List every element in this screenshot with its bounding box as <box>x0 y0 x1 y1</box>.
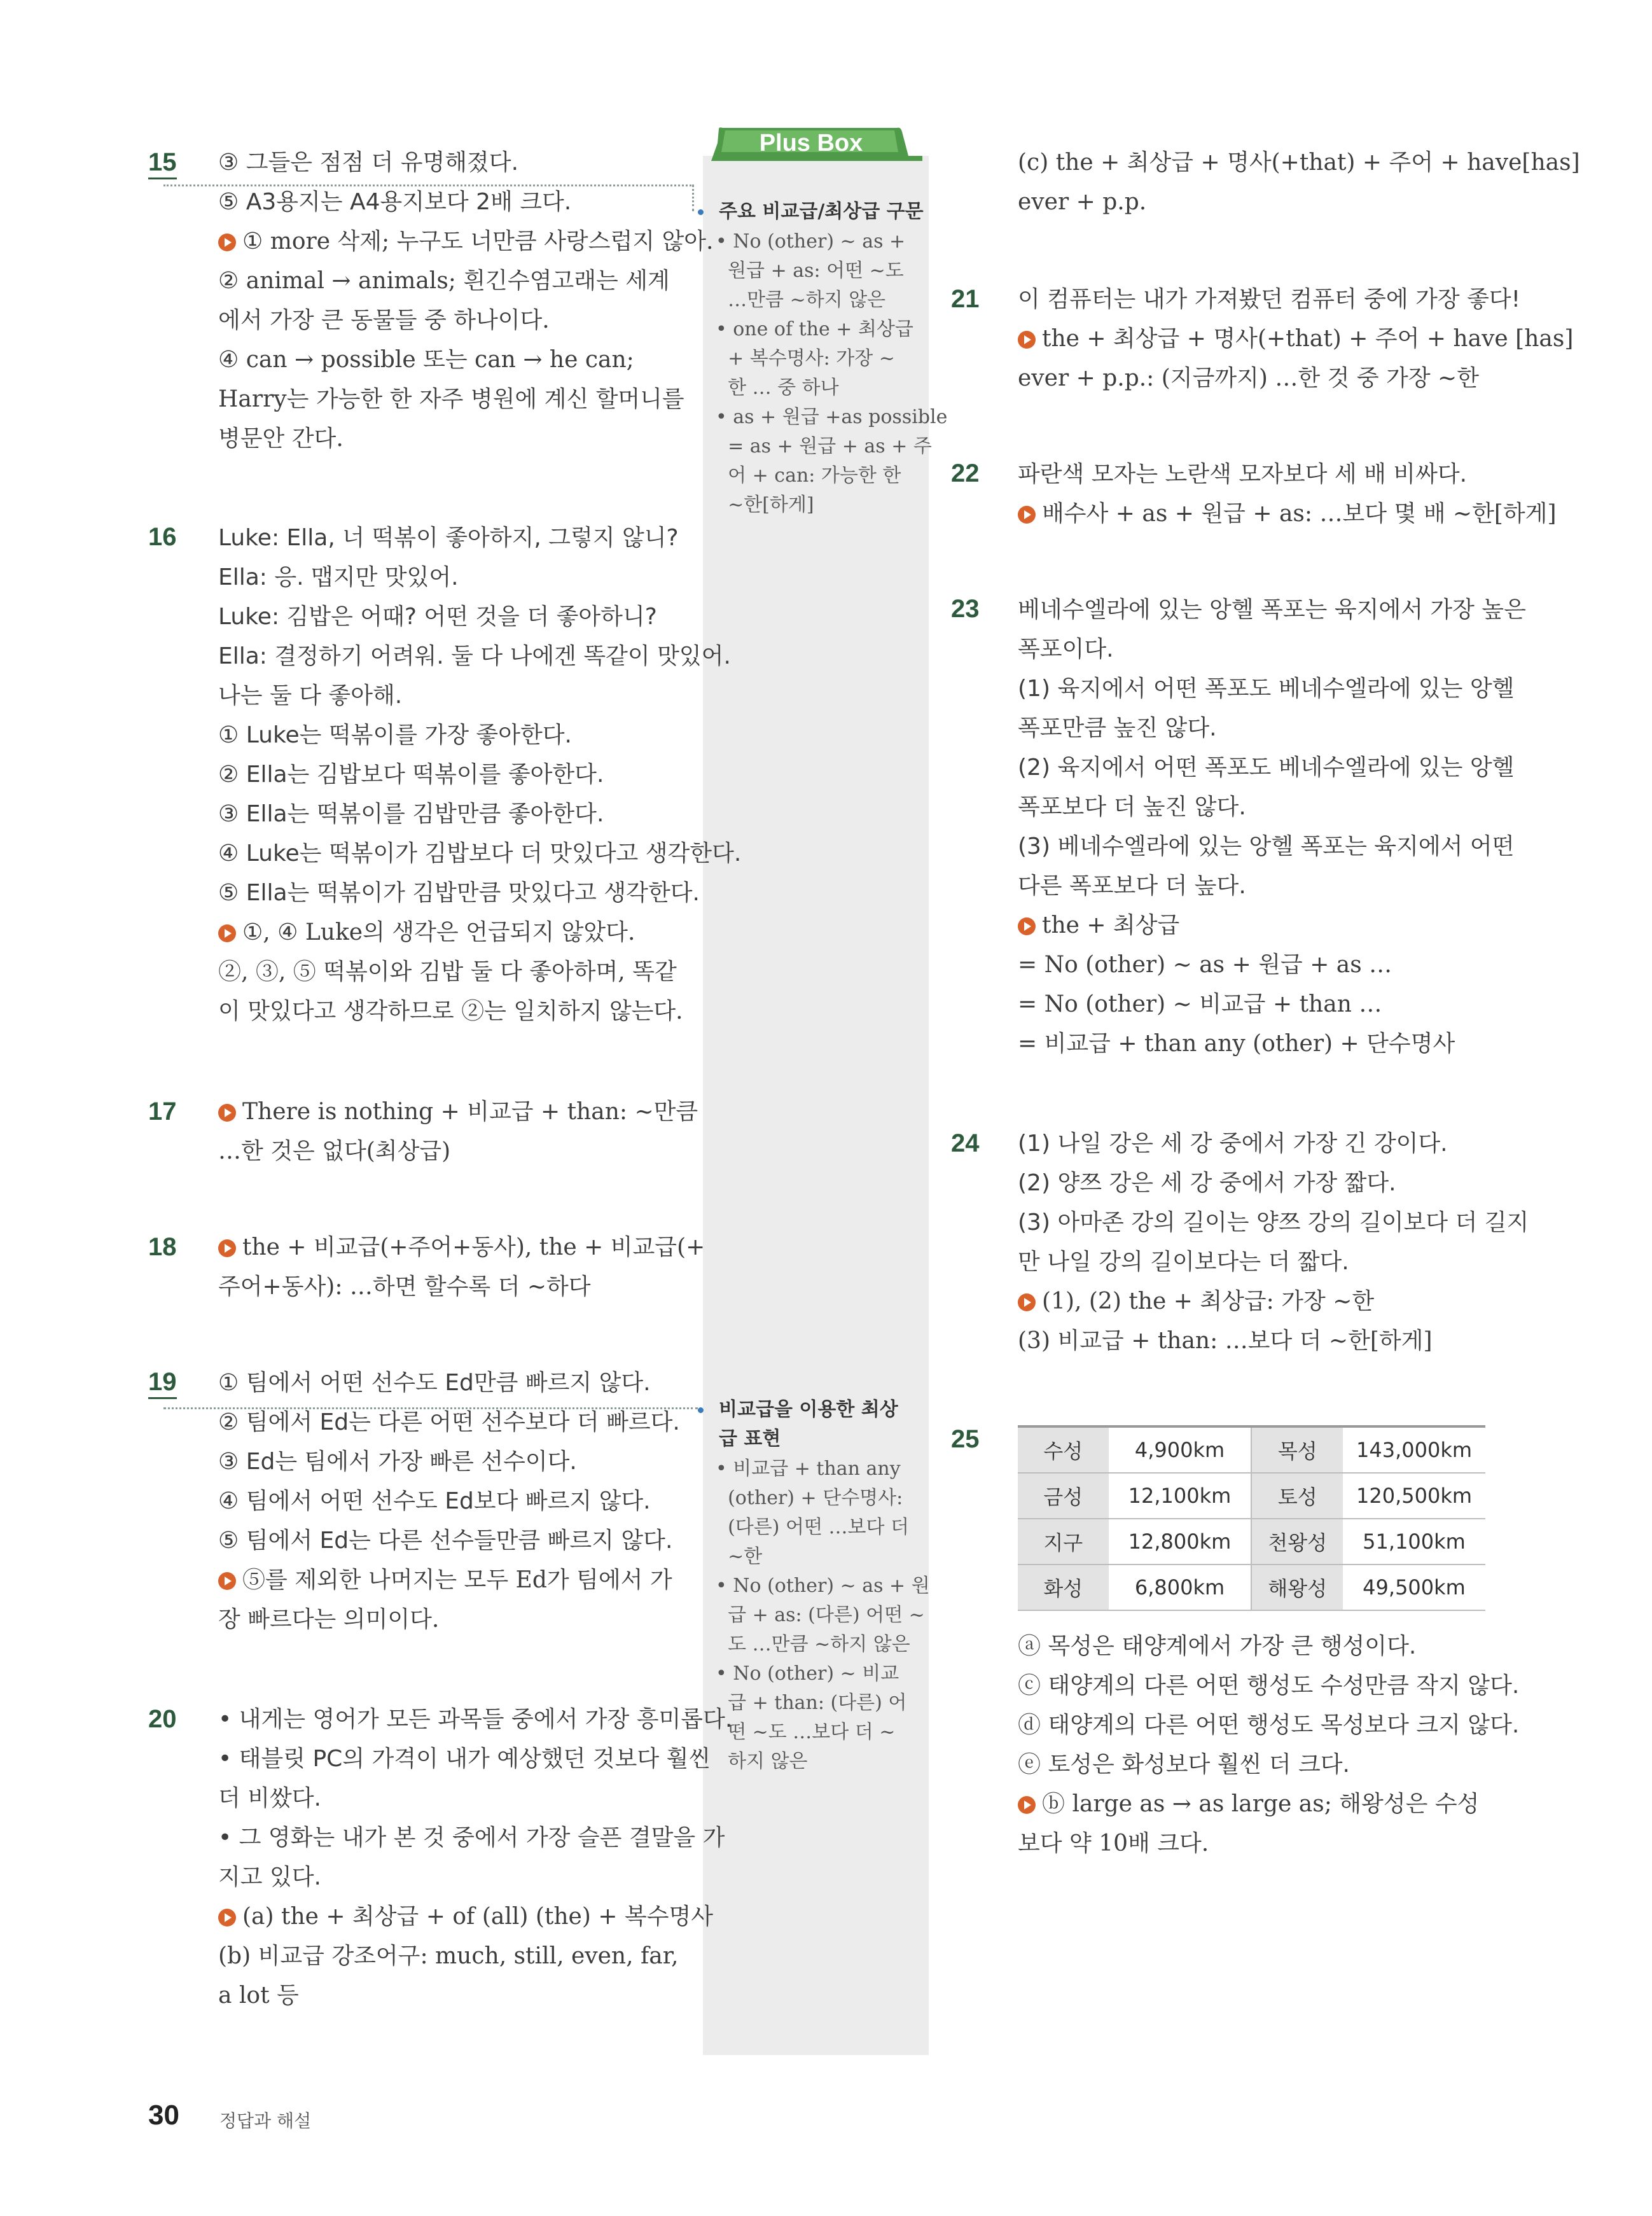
dialogue-line: Luke: Ella, 너 떡볶이 좋아하지, 그렇지 않니? <box>218 525 679 551</box>
explanation-line: (1), (2) the + 최상급: 가장 ~한 <box>1018 1282 1529 1321</box>
plus-box-line: + 복수명사: 가장 ~ <box>716 347 895 370</box>
question-number: 23 <box>951 595 980 623</box>
answer-line: ③ 그들은 점점 더 유명해졌다. <box>218 150 519 176</box>
planet-diameter-table <box>1018 1425 1485 1611</box>
page-number: 30 <box>148 2100 179 2131</box>
answer-23 <box>1018 590 1526 1064</box>
answer-line: ① Luke는 떡볶이를 가장 좋아한다. <box>218 722 572 748</box>
table-cell: 지구 <box>1018 1519 1109 1564</box>
answer-line: 지고 있다. <box>218 1864 321 1890</box>
plus-box-heading-1: 주요 비교급/최상급 구문 <box>719 200 924 223</box>
answer-line: 더 비쌌다. <box>218 1785 321 1811</box>
answer-line: (3) 아마존 강의 길이는 양쯔 강의 길이보다 더 길지 <box>1018 1209 1529 1236</box>
explanation-line: = No (other) ~ 비교급 + than … <box>1018 991 1382 1017</box>
plus-box-line: 급 + than: (다른) 어 <box>716 1692 907 1714</box>
question-number: 16 <box>148 523 177 551</box>
answer-line: 다른 폭포보다 더 높다. <box>1018 873 1246 899</box>
question-number: 25 <box>951 1425 980 1453</box>
plus-box-line: 하지 않은 <box>716 1750 808 1773</box>
answer-line: • 태블릿 PC의 가격이 내가 예상했던 것보다 훨씬 <box>218 1746 711 1772</box>
plus-box-line: (다른) 어떤 …보다 더 <box>716 1516 909 1538</box>
plus-box-line: …만큼 ~하지 않은 <box>716 289 886 311</box>
table-cell: 목성 <box>1251 1426 1343 1473</box>
answer-line: ④ 팀에서 어떤 선수도 Ed보다 빠르지 않다. <box>218 1488 651 1514</box>
answer-18 <box>218 1228 705 1307</box>
answer-line: • 내게는 영어가 모든 과목들 중에서 가장 흥미롭다. <box>218 1706 733 1732</box>
answer-line: ③ Ed는 팀에서 가장 빠른 선수이다. <box>218 1449 577 1475</box>
plus-box-section-1 <box>716 227 947 520</box>
dialogue-line: Luke: 김밥은 어때? 어떤 것을 더 좋아하니? <box>218 604 657 630</box>
answer-line: ⓓ 태양계의 다른 어떤 행성도 목성보다 크지 않다. <box>1018 1712 1520 1738</box>
table-cell: 천왕성 <box>1251 1519 1343 1564</box>
plus-box-line: 어 + can: 가능한 한 <box>716 464 901 487</box>
explanation-line: the + 비교급(+주어+동사), the + 비교급(+ <box>218 1228 705 1267</box>
explanation-line: …한 것은 없다(최상급) <box>218 1138 451 1164</box>
explanation-line: ② animal → animals; 흰긴수염고래는 세계 <box>218 268 670 294</box>
explanation-arrow-icon <box>218 233 236 251</box>
question-number: 17 <box>148 1098 177 1125</box>
explanation-line: the + 최상급 <box>1018 906 1526 945</box>
explanation-arrow-icon <box>1018 331 1036 349</box>
explanation-arrow-icon <box>218 1909 236 1927</box>
dialogue-line: 나는 둘 다 좋아해. <box>218 683 403 709</box>
explanation-line: ②, ③, ⑤ 떡볶이와 김밥 둘 다 좋아하며, 똑같 <box>218 959 677 985</box>
plus-box-heading-line: 비교급을 이용한 최상 <box>719 1398 898 1421</box>
answer-20-continued <box>1018 143 1580 222</box>
answer-line: ⑤ 팀에서 Ed는 다른 선수들만큼 빠르지 않다. <box>218 1528 673 1554</box>
explanation-arrow-icon <box>218 1104 236 1122</box>
answer-line: (1) 육지에서 어떤 폭포도 베네수엘라에 있는 앙헬 <box>1018 676 1515 702</box>
plus-box-section-2 <box>716 1454 930 1776</box>
explanation-line: a lot 등 <box>218 1983 299 2009</box>
answer-25 <box>1018 1627 1519 1864</box>
explanation-line: 주어+동사): …하면 할수록 더 ~하다 <box>218 1274 591 1300</box>
explanation-line: 보다 약 10배 크다. <box>1018 1830 1209 1857</box>
answer-line: 파란색 모자는 노란색 모자보다 세 배 비싸다. <box>1018 461 1468 487</box>
table-row <box>1018 1519 1485 1564</box>
question-number: 20 <box>148 1705 177 1733</box>
answer-20 <box>218 1700 732 2016</box>
plus-box-line: 도 …만큼 ~하지 않은 <box>716 1633 910 1655</box>
table-row <box>1018 1473 1485 1519</box>
plus-box-line: 떤 ~도 …보다 더 ~ <box>716 1721 896 1743</box>
footer-label: 정답과 해설 <box>219 2110 312 2131</box>
table-cell: 토성 <box>1251 1473 1343 1519</box>
table-row <box>1018 1564 1485 1610</box>
dialogue-line: Ella: 결정하기 어려워. 둘 다 나에겐 똑같이 맛있어. <box>218 643 731 669</box>
table-cell: 6,800km <box>1109 1564 1252 1610</box>
table-cell: 49,500km <box>1343 1564 1485 1610</box>
explanation-line: ever + p.p.: (지금까지) …한 것 중 가장 ~한 <box>1018 365 1479 391</box>
plus-box-line: 급 + as: (다른) 어떤 ~ <box>716 1604 925 1626</box>
question-number: 21 <box>951 285 980 313</box>
explanation-arrow-icon <box>218 924 236 942</box>
answer-17 <box>218 1092 698 1171</box>
dialogue-line: Ella: 응. 맵지만 맛있어. <box>218 564 459 590</box>
plus-box-line: 원급 + as: 어떤 ~도 <box>716 260 904 282</box>
answer-line: ① 팀에서 어떤 선수도 Ed만큼 빠르지 않다. <box>218 1370 651 1396</box>
question-number: 24 <box>951 1129 980 1157</box>
explanation-arrow-icon <box>1018 1293 1036 1311</box>
explanation-line: 병문안 간다. <box>218 426 344 452</box>
table-cell: 143,000km <box>1343 1426 1485 1473</box>
plus-box-line: • No (other) ~ as + 원 <box>716 1575 930 1597</box>
explanation-line: ⓑ large as → as large as; 해왕성은 수성 <box>1018 1785 1519 1824</box>
answer-line: ⑤ A3용지는 A4용지보다 2배 크다. <box>218 189 572 215</box>
explanation-line: 이 맛있다고 생각하므로 ②는 일치하지 않는다. <box>218 998 683 1024</box>
plus-box-line: = as + 원급 + as + 주 <box>716 435 932 457</box>
explanation-arrow-icon <box>1018 506 1036 524</box>
answer-16 <box>218 519 741 1031</box>
explanation-line: ⑤를 제외한 나머지는 모두 Ed가 팀에서 가 <box>218 1561 680 1600</box>
answer-line: 베네수엘라에 있는 앙헬 폭포는 육지에서 가장 높은 <box>1018 597 1526 623</box>
plus-box-title: Plus Box <box>759 130 863 157</box>
table-cell: 해왕성 <box>1251 1564 1343 1610</box>
explanation-line: 장 빠르다는 의미이다. <box>218 1606 440 1633</box>
question-number: 22 <box>951 459 980 487</box>
answer-15 <box>218 143 713 459</box>
connector-dot-icon <box>698 1407 704 1413</box>
explanation-line: (c) the + 최상급 + 명사(+that) + 주어 + have[has] <box>1018 150 1580 176</box>
explanation-arrow-icon <box>218 1572 236 1590</box>
plus-box-line: 한 … 중 하나 <box>716 377 839 399</box>
explanation-line: (a) the + 최상급 + of (all) (the) + 복수명사 <box>218 1897 732 1937</box>
answer-line: 폭포이다. <box>1018 636 1114 662</box>
answer-line: (3) 베네수엘라에 있는 앙헬 폭포는 육지에서 어떤 <box>1018 833 1515 860</box>
explanation-line: = 비교급 + than any (other) + 단수명사 <box>1018 1031 1455 1057</box>
answer-line: 만 나일 강의 길이보다는 더 짧다. <box>1018 1249 1349 1275</box>
answer-line: ④ Luke는 떡볶이가 김밥보다 더 맛있다고 생각한다. <box>218 840 742 867</box>
table-cell: 12,800km <box>1109 1519 1252 1564</box>
answer-line: (2) 육지에서 어떤 폭포도 베네수엘라에 있는 앙헬 <box>1018 755 1515 781</box>
plus-box-line: • one of the + 최상급 <box>716 318 913 340</box>
table-cell: 화성 <box>1018 1564 1109 1610</box>
explanation-line: 배수사 + as + 원급 + as: …보다 몇 배 ~한[하게] <box>1018 494 1557 534</box>
question-number: 19 <box>148 1368 177 1397</box>
explanation-arrow-icon <box>1018 917 1036 935</box>
explanation-line: = No (other) ~ as + 원급 + as … <box>1018 952 1392 978</box>
explanation-line: (3) 비교급 + than: …보다 더 ~한[하게] <box>1018 1328 1433 1354</box>
table-cell: 수성 <box>1018 1426 1109 1473</box>
plus-box-line: • No (other) ~ 비교 <box>716 1662 899 1685</box>
answer-22 <box>1018 455 1557 534</box>
explanation-arrow-icon <box>218 1239 236 1257</box>
plus-box-line: • No (other) ~ as + <box>716 230 906 253</box>
answer-line: ③ Ella는 떡볶이를 김밥만큼 좋아한다. <box>218 801 604 827</box>
answer-line: ⓐ 목성은 태양계에서 가장 큰 행성이다. <box>1018 1633 1417 1659</box>
plus-box-line: ~한[하게] <box>716 494 814 516</box>
explanation-line: ① more 삭제; 누구도 너만큼 사랑스럽지 않아. <box>218 222 713 261</box>
plus-box-line: • as + 원급 +as possible <box>716 406 948 428</box>
explanation-arrow-icon <box>1018 1796 1036 1814</box>
answer-line: 이 컴퓨터는 내가 가져봤던 컴퓨터 중에 가장 좋다! <box>1018 286 1521 312</box>
table-cell: 51,100km <box>1343 1519 1485 1564</box>
explanation-line: There is nothing + 비교급 + than: ~만큼 <box>218 1092 698 1132</box>
explanation-line: the + 최상급 + 명사(+that) + 주어 + have [has] <box>1018 319 1573 359</box>
question-number: 18 <box>148 1233 177 1261</box>
answer-line: • 그 영화는 내가 본 것 중에서 가장 슬픈 결말을 가 <box>218 1825 725 1851</box>
plus-box-line: ~한 <box>716 1545 763 1568</box>
answer-19 <box>218 1363 680 1640</box>
explanation-line: ever + p.p. <box>1018 189 1147 215</box>
explanation-line: Harry는 가능한 한 자주 병원에 계신 할머니를 <box>218 386 684 412</box>
plus-box-banner <box>706 124 932 162</box>
plus-box-line: • 비교급 + than any <box>716 1458 901 1480</box>
answer-line: ⓔ 토성은 화성보다 훨씬 더 크다. <box>1018 1752 1350 1778</box>
answer-line: (2) 양쯔 강은 세 강 중에서 가장 짧다. <box>1018 1170 1396 1196</box>
explanation-line: ①, ④ Luke의 생각은 언급되지 않았다. <box>218 913 741 952</box>
table-cell: 120,500km <box>1343 1473 1485 1519</box>
answer-line: ② 팀에서 Ed는 다른 어떤 선수보다 더 빠르다. <box>218 1409 680 1435</box>
table-cell: 12,100km <box>1109 1473 1252 1519</box>
table-cell: 금성 <box>1018 1473 1109 1519</box>
answer-line: 폭포보다 더 높진 않다. <box>1018 794 1246 820</box>
explanation-line: ④ can → possible 또는 can → he can; <box>218 347 634 373</box>
table-cell: 4,900km <box>1109 1426 1252 1473</box>
question-number: 15 <box>148 148 177 177</box>
answer-24 <box>1018 1124 1529 1361</box>
answer-line: ⓒ 태양계의 다른 어떤 행성도 수성만큼 작지 않다. <box>1018 1673 1520 1699</box>
answer-21 <box>1018 280 1573 398</box>
plus-box-line: (other) + 단수명사: <box>716 1487 903 1509</box>
explanation-line: 에서 가장 큰 동물들 중 하나이다. <box>218 307 550 333</box>
answer-line: (1) 나일 강은 세 강 중에서 가장 긴 강이다. <box>1018 1131 1448 1157</box>
plus-box-heading-2 <box>719 1395 898 1454</box>
answer-line: ⑤ Ella는 떡볶이가 김밥만큼 맛있다고 생각한다. <box>218 880 700 906</box>
answer-line: ② Ella는 김밥보다 떡볶이를 좋아한다. <box>218 762 604 788</box>
table-row <box>1018 1426 1485 1473</box>
explanation-line: (b) 비교급 강조어구: much, still, even, far, <box>218 1943 679 1969</box>
answer-line: 폭포만큼 높진 않다. <box>1018 715 1217 741</box>
plus-box-heading-line: 급 표현 <box>719 1428 781 1450</box>
